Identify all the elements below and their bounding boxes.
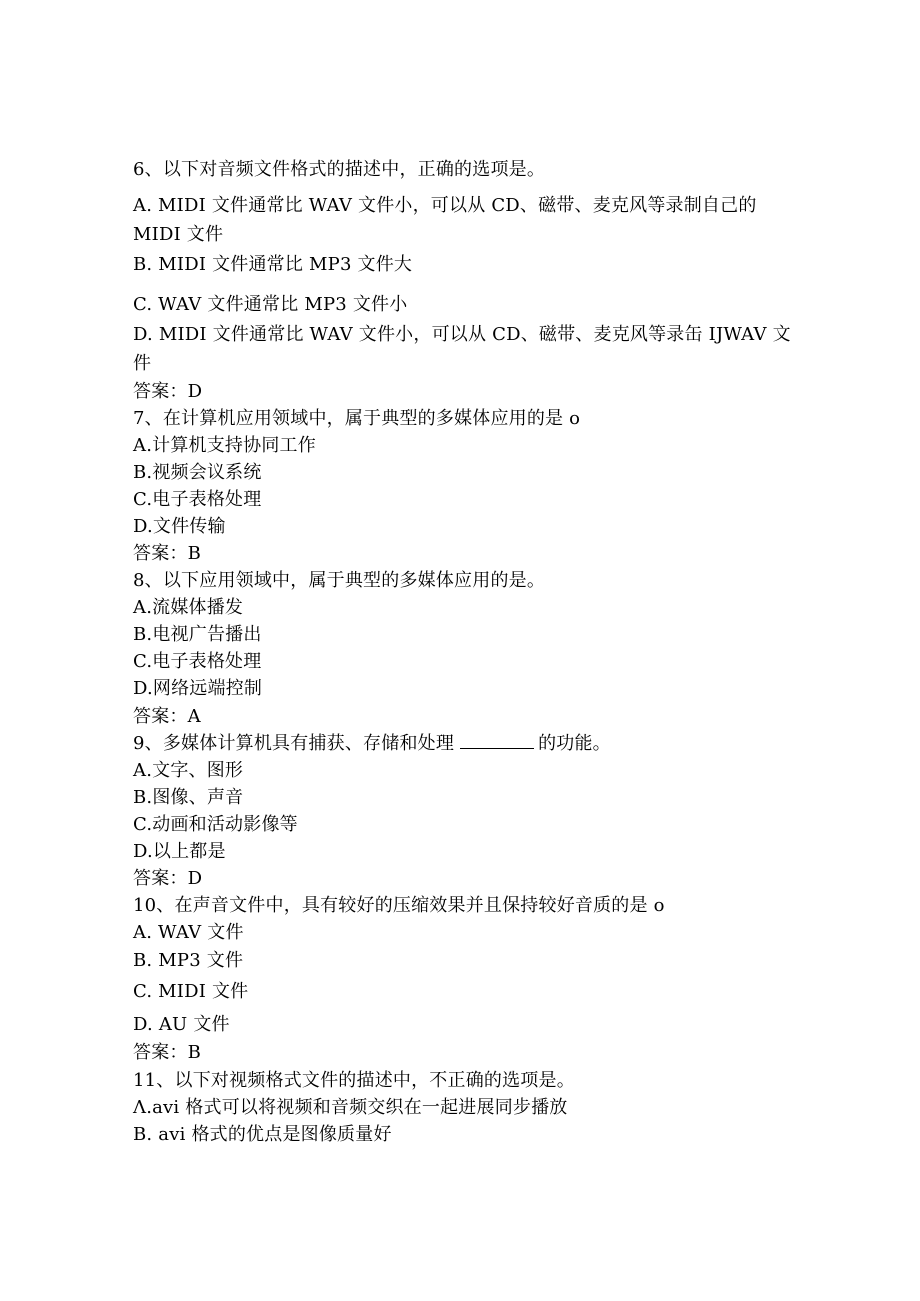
question-11-option-a: Λ.avi 格式可以将视频和音频交织在一起进展同步播放 [133,1097,568,1118]
question-6-option-a: A. MIDI 文件通常比 WAV 文件小，可以从 CD、磁带、麦克风等录制自己的 MIDI 文件 [133,195,757,245]
question-6-stem: 6、以下对音频文件格式的描述中，正确的选项是。 [133,159,546,180]
question-11-option-b: B. avi 格式的优点是图像质量好 [133,1124,392,1145]
question-9-option-b: B.图像、声音 [133,787,244,808]
question-9-option-c: C.动画和活动影像等 [133,814,298,835]
question-8-option-c: C.电子表格处理 [133,651,262,672]
question-8-answer: 答案：A [133,706,201,727]
question-7-option-b: B.视频会议系统 [133,462,262,483]
question-9-stem [133,731,611,757]
question-7-option-c: C.电子表格处理 [133,489,262,510]
question-7-stem: 7、在计算机应用领域中，属于典型的多媒体应用的是 o [133,408,581,429]
question-10-option-c: C. MIDI 文件 [133,981,249,1002]
question-10-option-d: D. AU 文件 [133,1014,230,1035]
question-7-answer: 答案：B [133,543,202,564]
question-9-option-d: D.以上都是 [133,841,226,862]
question-6-option-b: B. MIDI 文件通常比 MP3 文件大 [133,254,413,275]
question-6-answer: 答案：D [133,381,203,402]
question-8-option-a: A.流媒体播发 [133,597,244,618]
question-7-option-a: A.计算机支持协同工作 [133,435,316,456]
question-8-stem: 8、以下应用领域中，属于典型的多媒体应用的是。 [133,570,546,591]
question-10-option-b: B. MP3 文件 [133,950,244,971]
question-10-answer: 答案：B [133,1042,202,1063]
question-7-option-d: D.文件传输 [133,516,226,537]
question-8-option-d: D.网络远端控制 [133,678,263,699]
question-6-option-d: D. MIDI 文件通常比 WAV 文件小，可以从 CD、磁带、麦克风等录缶 IJWAV 文件 [133,324,791,374]
question-10-stem: 10、在声音文件中，具有较好的压缩效果并且保持较好音质的是 o [133,895,665,916]
question-10-option-a: A. WAV 文件 [133,922,244,943]
question-9-stem-before: 9、多媒体计算机具有捕获、存储和处理 [133,733,455,754]
question-9-stem-after: 的功能。 [538,733,611,754]
question-9-answer: 答案：D [133,868,203,889]
question-11-stem: 11、以下对视频格式文件的描述中，不正确的选项是。 [133,1070,575,1091]
question-8-option-b: B.电视广告播出 [133,624,262,645]
question-6-option-c: C. WAV 文件通常比 MP3 文件小 [133,294,408,315]
answer-blank [460,734,534,749]
question-9-option-a: A.文字、图形 [133,760,244,781]
